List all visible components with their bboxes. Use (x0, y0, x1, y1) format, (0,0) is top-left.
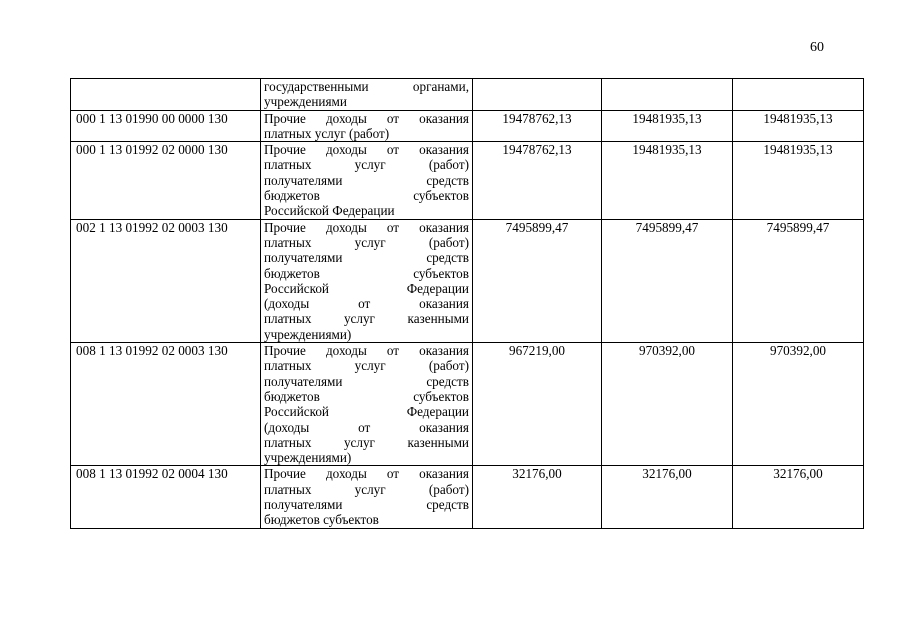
income-name-line: учреждениями) (264, 326, 352, 342)
table-row (71, 343, 864, 466)
page-number: 60 (810, 40, 824, 55)
table-row (71, 142, 864, 219)
income-name-line: платных услуг (работ) (264, 358, 469, 374)
income-name-line: Прочие доходы от оказания (264, 142, 469, 158)
amount-cell-3: 19481935,13 (733, 110, 864, 142)
table-row (71, 219, 864, 342)
budget-code-cell: 002 1 13 01992 02 0003 130 (71, 219, 261, 342)
income-name-line: платных услуг (работ) (264, 481, 469, 497)
amount-cell-2: 19481935,13 (602, 142, 733, 219)
income-name-line: бюджетов субъектов (264, 188, 469, 204)
income-name-line: учреждениями (264, 94, 347, 110)
income-name-line: бюджетов субъектов (264, 512, 379, 528)
table-row (71, 466, 864, 528)
amount-cell-2: 970392,00 (602, 343, 733, 466)
amount-cell-3: 32176,00 (733, 466, 864, 528)
income-name-line: платных услуг (работ) (264, 234, 469, 250)
amount-cell-1: 19478762,13 (473, 110, 602, 142)
income-name-line: платных услуг (работ) (264, 157, 469, 173)
income-name-line: бюджетов субъектов (264, 388, 469, 404)
income-name-line: Прочие доходы от оказания (264, 219, 469, 235)
income-name-line: получателями средств (264, 497, 469, 513)
income-name-line: государственными органами, (264, 79, 469, 94)
income-name-line: (доходы от оказания (264, 419, 469, 435)
income-name-line: платных услуг (работ) (264, 125, 390, 141)
amount-cell-2: 19481935,13 (602, 110, 733, 142)
income-name-cell (261, 219, 473, 342)
budget-code-cell: 008 1 13 01992 02 0003 130 (71, 343, 261, 466)
income-name-line: Прочие доходы от оказания (264, 343, 469, 359)
income-name-line: получателями средств (264, 172, 469, 188)
budget-code-cell: 008 1 13 01992 02 0004 130 (71, 466, 261, 528)
income-name-line: Российской Федерации (264, 203, 395, 219)
amount-cell-3: 970392,00 (733, 343, 864, 466)
budget-code-cell: 000 1 13 01992 02 0000 130 (71, 142, 261, 219)
amount-cell-1: 19478762,13 (473, 142, 602, 219)
budget-code-cell (71, 79, 261, 111)
income-name-cell (261, 79, 473, 111)
amount-cell-3 (733, 79, 864, 111)
amount-cell-2: 7495899,47 (602, 219, 733, 342)
income-name-line: Прочие доходы от оказания (264, 466, 469, 482)
income-name-line: Российской Федерации (264, 280, 469, 296)
income-name-line: Российской Федерации (264, 404, 469, 420)
income-name-line: (доходы от оказания (264, 296, 469, 312)
income-name-cell (261, 110, 473, 142)
amount-cell-1 (473, 79, 602, 111)
income-name-cell (261, 466, 473, 528)
amount-cell-1: 7495899,47 (473, 219, 602, 342)
table-row (71, 110, 864, 142)
amount-cell-3: 7495899,47 (733, 219, 864, 342)
table-row (71, 79, 864, 111)
income-name-line: бюджетов субъектов (264, 265, 469, 281)
income-table (70, 78, 864, 529)
amount-cell-3: 19481935,13 (733, 142, 864, 219)
amount-cell-2: 32176,00 (602, 466, 733, 528)
income-name-line: учреждениями) (264, 450, 352, 466)
budget-code-cell: 000 1 13 01990 00 0000 130 (71, 110, 261, 142)
income-name-cell (261, 343, 473, 466)
amount-cell-1: 967219,00 (473, 343, 602, 466)
income-name-line: платных услуг казенными (264, 311, 469, 327)
income-name-line: получателями средств (264, 373, 469, 389)
income-name-line: платных услуг казенными (264, 434, 469, 450)
income-name-line: получателями средств (264, 250, 469, 266)
amount-cell-1: 32176,00 (473, 466, 602, 528)
income-table-body (71, 79, 864, 529)
income-name-line: Прочие доходы от оказания (264, 110, 469, 126)
amount-cell-2 (602, 79, 733, 111)
income-name-cell (261, 142, 473, 219)
